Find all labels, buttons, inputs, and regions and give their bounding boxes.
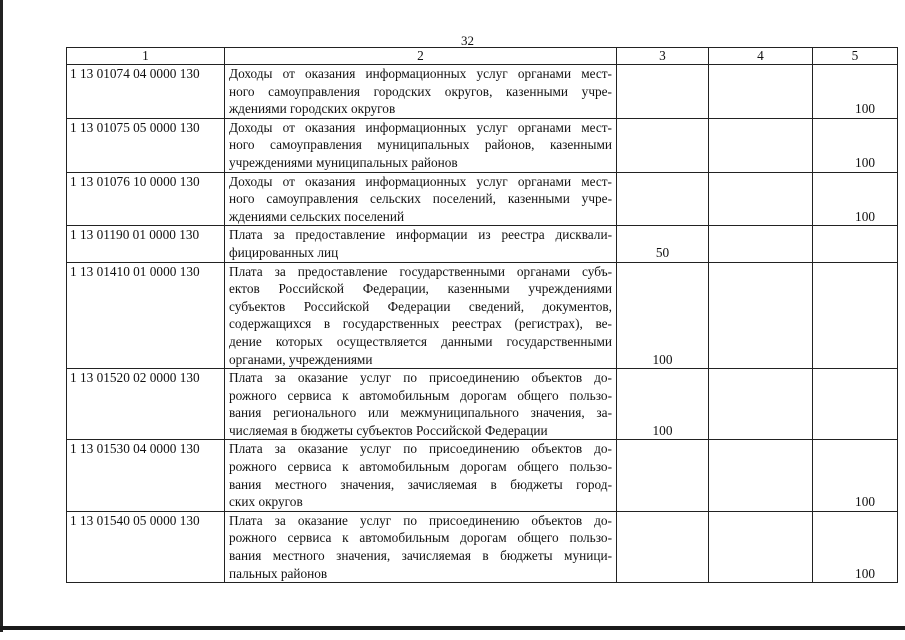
- description-cell: [225, 172, 617, 226]
- description-cell: [225, 369, 617, 440]
- description-cell: [225, 65, 617, 119]
- column-header: 1: [67, 48, 225, 65]
- value-col3: [617, 440, 709, 511]
- value-col4: [709, 172, 813, 226]
- description-line: вания регионального или межмуниципального значения, за-: [229, 405, 612, 421]
- code-cell: 1 13 01540 05 0000 130: [67, 511, 225, 582]
- value-col3: 50: [617, 226, 709, 262]
- column-header: 5: [813, 48, 898, 65]
- description-line: пальных районов: [229, 565, 328, 581]
- description-cell: [225, 118, 617, 172]
- scan-left-edge: [0, 0, 3, 632]
- value-col3: [617, 118, 709, 172]
- description-line: Плата за предоставление государственными органами субъ-: [229, 263, 612, 279]
- table-row: [67, 262, 898, 369]
- table-row: [67, 226, 898, 262]
- code-cell: 1 13 01410 01 0000 130: [67, 262, 225, 369]
- description-line: рожного сервиса к автомобильным дорогам общего пользо-: [229, 530, 612, 546]
- description-line: ектов Российской Федерации, казенными учреждениями: [229, 281, 612, 297]
- table-row: [67, 369, 898, 440]
- description-line: Плата за оказание услуг по присоединению объектов до-: [229, 370, 612, 386]
- value-col5: 100: [813, 440, 898, 511]
- description-line: рожного сервиса к автомобильным дорогам общего пользо-: [229, 387, 612, 403]
- description-cell: [225, 226, 617, 262]
- description-line: ских округов: [229, 494, 303, 510]
- value-col4: [709, 440, 813, 511]
- value-col4: [709, 226, 813, 262]
- description-line: ного самоуправления сельских поселений, казенными учре-: [229, 191, 612, 207]
- description-cell: [225, 262, 617, 369]
- value-col3: 100: [617, 262, 709, 369]
- description-line: Доходы от оказания информационных услуг органами мест-: [229, 173, 612, 189]
- value-col5: 100: [813, 65, 898, 119]
- description-line: субъектов Российской Федерации сведений, документов,: [229, 298, 612, 314]
- value-col5: [813, 226, 898, 262]
- description-line: вания местного значения, зачисляемая в бюджеты город-: [229, 476, 612, 492]
- table-row: [67, 172, 898, 226]
- description-line: органами, учреждениями: [229, 351, 373, 367]
- value-col5: [813, 369, 898, 440]
- value-col4: [709, 65, 813, 119]
- page-number: 32: [461, 33, 474, 48]
- description-line: ждениями сельских поселений: [229, 208, 405, 224]
- scan-bottom-edge: [0, 626, 905, 630]
- value-col5: 100: [813, 172, 898, 226]
- table-row: [67, 65, 898, 119]
- code-cell: 1 13 01076 10 0000 130: [67, 172, 225, 226]
- revenue-table: [66, 47, 898, 583]
- value-col4: [709, 262, 813, 369]
- value-col5: [813, 262, 898, 369]
- value-col4: [709, 118, 813, 172]
- description-line: Плата за оказание услуг по присоединению объектов до-: [229, 512, 612, 528]
- description-line: Плата за предоставление информации из реестра дисквали-: [229, 227, 612, 243]
- table-row: [67, 440, 898, 511]
- description-line: ждениями городских округов: [229, 101, 396, 117]
- value-col4: [709, 511, 813, 582]
- code-cell: 1 13 01075 05 0000 130: [67, 118, 225, 172]
- description-line: учреждениями муниципальных районов: [229, 154, 458, 170]
- description-line: Доходы от оказания информационных услуг органами мест-: [229, 119, 612, 135]
- code-cell: 1 13 01190 01 0000 130: [67, 226, 225, 262]
- description-line: числяемая в бюджеты субъектов Российской Федерации: [229, 422, 548, 438]
- description-cell: [225, 511, 617, 582]
- description-line: Плата за оказание услуг по присоединению объектов до-: [229, 441, 612, 457]
- description-line: содержащихся в государственных реестрах (регистрах), ве-: [229, 316, 612, 332]
- description-line: Доходы от оказания информационных услуг органами мест-: [229, 66, 612, 81]
- value-col3: [617, 65, 709, 119]
- value-col3: 100: [617, 369, 709, 440]
- value-col3: [617, 172, 709, 226]
- code-cell: 1 13 01074 04 0000 130: [67, 65, 225, 119]
- description-line: дение которых осуществляется данными государственными: [229, 333, 612, 349]
- description-cell: [225, 440, 617, 511]
- value-col3: [617, 511, 709, 582]
- description-line: фицированных лиц: [229, 244, 339, 260]
- column-header: 2: [225, 48, 617, 65]
- value-col5: 100: [813, 511, 898, 582]
- table-row: [67, 511, 898, 582]
- description-line: вания местного значения, зачисляемая в бюджеты муници-: [229, 548, 612, 564]
- table-row: [67, 118, 898, 172]
- column-header: 3: [617, 48, 709, 65]
- code-cell: 1 13 01520 02 0000 130: [67, 369, 225, 440]
- value-col4: [709, 369, 813, 440]
- column-header: 4: [709, 48, 813, 65]
- value-col5: 100: [813, 118, 898, 172]
- description-line: рожного сервиса к автомобильным дорогам общего пользо-: [229, 459, 612, 475]
- code-cell: 1 13 01530 04 0000 130: [67, 440, 225, 511]
- header-row: [67, 48, 898, 65]
- description-line: ного самоуправления городских округов, казенными учре-: [229, 83, 612, 99]
- description-line: ного самоуправления муниципальных районов, казенными: [229, 137, 612, 153]
